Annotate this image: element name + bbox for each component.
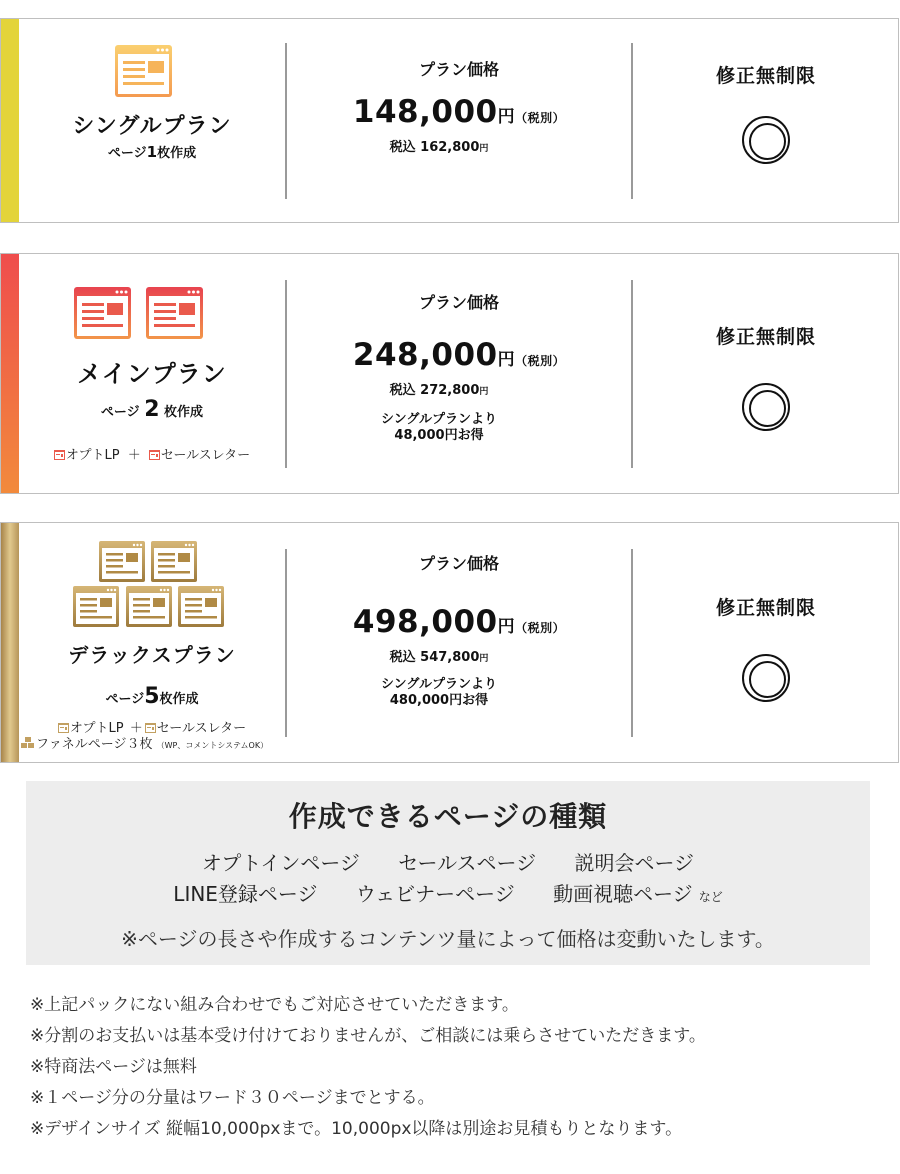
- price-label: プラン価格: [418, 60, 499, 79]
- plan-price: 498,000円（税別）: [352, 604, 566, 640]
- plan-name: シングルプラン: [72, 114, 232, 139]
- plan-card-single: [0, 18, 899, 223]
- web-page-icon: [74, 287, 131, 339]
- plan-card-deluxe: [0, 522, 899, 763]
- web-page-icon: [115, 45, 172, 97]
- footnotes: [30, 990, 880, 1145]
- plan-name: デラックスプラン: [68, 643, 236, 667]
- unlimited-revisions-label: 修正無制限: [715, 65, 816, 87]
- plan-page-count: ページ5枚作成: [105, 684, 199, 709]
- price-incl-tax: 税込 162,800円: [389, 140, 489, 155]
- footnote: ※デザインサイズ 縦幅10,000pxまで。10,000px以降は別途お見積もりとなります。: [30, 1119, 683, 1139]
- page-type: ウェビナーページ: [355, 882, 515, 906]
- page-type: セールスページ: [398, 851, 537, 875]
- plan-page-count: ページ 2 枚作成: [100, 397, 204, 422]
- price-label: プラン価格: [418, 554, 499, 573]
- page-type: 動画視聴ページ: [553, 882, 693, 906]
- footnote: ※特商法ページは無料: [30, 1057, 197, 1077]
- plan-addons: オプトLP ＋ セールスレター: [19, 444, 285, 463]
- unlimited-revisions-label: 修正無制限: [715, 597, 816, 619]
- web-page-icon: [149, 450, 160, 460]
- page-type: 説明会ページ: [574, 851, 695, 875]
- plan-page-count: ページ1枚作成: [107, 143, 197, 161]
- plan-name: メインプラン: [77, 360, 227, 388]
- footnote: ※分割のお支払いは基本受け付けておりませんが、ご相談には乗らさせていただきます。: [30, 1026, 706, 1046]
- page-types-row: [26, 878, 870, 907]
- savings-text: シングルプランより 48,000円お得: [380, 412, 498, 443]
- page-types-panel: [26, 781, 870, 965]
- accent-bar: [1, 523, 19, 762]
- page-type: LINE登録ページ: [173, 882, 318, 906]
- plan-price: 248,000円（税別）: [352, 337, 566, 373]
- double-circle-icon: [742, 654, 790, 702]
- plan-price: 148,000円（税別）: [352, 94, 566, 130]
- double-circle-icon: [742, 116, 790, 164]
- accent-bar: [1, 19, 19, 222]
- price-incl-tax: 税込 272,800円: [389, 383, 489, 398]
- page-types-title: 作成できるページの種類: [288, 800, 608, 833]
- web-page-icon: [21, 737, 35, 749]
- plan-addons: オプトLP ＋ セールスレター ファネルページ３枚 （WP、コメントシステムOK）: [19, 721, 285, 754]
- plan-card-main: [0, 253, 899, 494]
- footnote: ※１ページ分の分量はワード３０ページまでとする。: [30, 1088, 435, 1108]
- web-page-icon: [146, 287, 203, 339]
- page-types-row: [26, 847, 870, 876]
- web-page-icon: [73, 541, 225, 627]
- price-incl-tax: 税込 547,800円: [389, 650, 489, 665]
- double-circle-icon: [742, 383, 790, 431]
- savings-text: シングルプランより 480,000円お得: [380, 677, 498, 708]
- web-page-icon: [145, 723, 156, 733]
- unlimited-revisions-label: 修正無制限: [715, 326, 816, 348]
- price-label: プラン価格: [418, 293, 499, 312]
- web-page-icon: [58, 723, 69, 733]
- web-page-icon: [54, 450, 65, 460]
- price-variation-note: ※ページの長さや作成するコンテンツ量によって価格は変動いたします。: [121, 927, 775, 951]
- accent-bar: [1, 254, 19, 493]
- footnote: ※上記パックにない組み合わせでもご対応させていただきます。: [30, 995, 519, 1015]
- etc-label: など: [698, 890, 723, 904]
- page-type: オプトインページ: [201, 851, 360, 875]
